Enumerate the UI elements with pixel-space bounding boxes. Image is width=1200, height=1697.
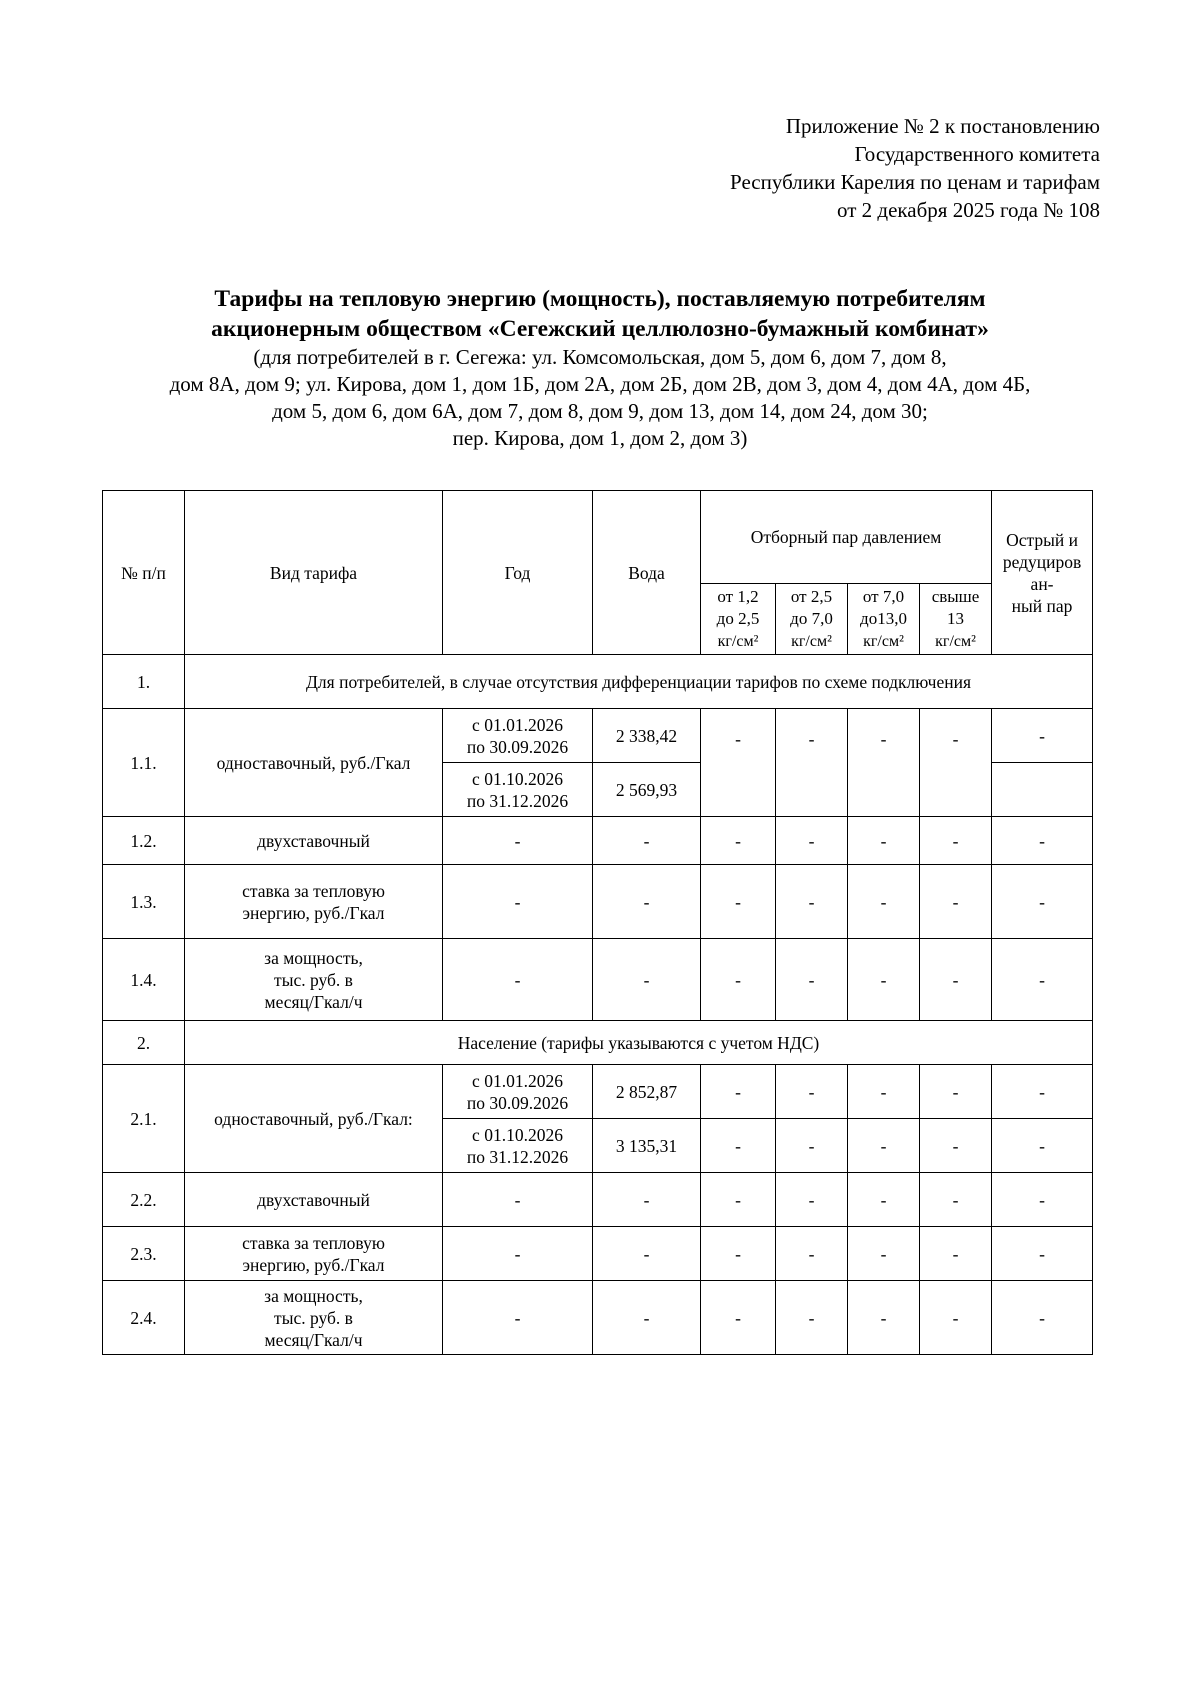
dash-value: - (880, 728, 887, 749)
cell-value (848, 709, 920, 817)
appendix-line: от 2 декабря 2025 года № 108 (837, 198, 1100, 222)
tariff-type: двухставочный (185, 817, 443, 865)
cell-value: - (701, 1119, 776, 1173)
cell-value: - (848, 939, 920, 1021)
water-value: 2 569,93 (593, 763, 701, 817)
type-line: энергию, руб./Гкал (242, 1254, 385, 1275)
tariff-type (185, 1227, 443, 1281)
header-line: кг/см² (863, 632, 904, 650)
period-line: с 01.10.2026 (472, 768, 563, 789)
row-num: 2.4. (103, 1281, 185, 1355)
cell-value: - (848, 1227, 920, 1281)
period (443, 1065, 593, 1119)
cell-value: - (992, 709, 1093, 763)
period-line: с 01.10.2026 (472, 1124, 563, 1145)
header-line: от 2,5 (790, 586, 833, 606)
tariff-type (185, 1281, 443, 1355)
cell-value: - (593, 1227, 701, 1281)
header-sharp-steam (992, 491, 1093, 655)
document-title (90, 284, 1110, 344)
water-value: 2 338,42 (593, 709, 701, 763)
table-row (103, 1281, 1093, 1355)
cell-value: - (701, 939, 776, 1021)
cell-value: - (701, 1281, 776, 1355)
cell-value: - (920, 1173, 992, 1227)
section-title: Для потребителей, в случае отсутствия дифференциации тарифов по схеме подключения (185, 655, 1093, 709)
table-row (103, 1065, 1093, 1119)
cell-value: - (701, 1173, 776, 1227)
header-line: ан- (1030, 573, 1054, 594)
cell-value: - (992, 1065, 1093, 1119)
row-num: 1.1. (103, 709, 185, 817)
row-num: 2.3. (103, 1227, 185, 1281)
cell-value: - (992, 1119, 1093, 1173)
cell-value: - (848, 865, 920, 939)
cell-value: - (443, 817, 593, 865)
section-num: 1. (103, 655, 185, 709)
header-pressure-4 (920, 584, 992, 655)
period-line: по 31.12.2026 (466, 1146, 569, 1167)
tariff-type: одноставочный, руб./Гкал: (185, 1065, 443, 1173)
cell-value: - (776, 1119, 848, 1173)
row-num: 1.4. (103, 939, 185, 1021)
cell-value: - (443, 1281, 593, 1355)
header-line: кг/см² (717, 632, 759, 650)
cell-value: - (992, 865, 1093, 939)
cell-value: - (776, 865, 848, 939)
cell-value: - (992, 1281, 1093, 1355)
table-row (103, 709, 1093, 763)
tariffs-table (102, 490, 1093, 1355)
cell-value: - (848, 1173, 920, 1227)
water-value: 3 135,31 (593, 1119, 701, 1173)
subtitle-line: пер. Кирова, дом 1, дом 2, дом 3) (452, 426, 748, 450)
tariff-type: одноставочный, руб./Гкал (185, 709, 443, 817)
section-title: Население (тарифы указываются с учетом НДС) (185, 1021, 1093, 1065)
cell-value: - (776, 817, 848, 865)
cell-value: - (920, 1227, 992, 1281)
cell-value: - (776, 939, 848, 1021)
period (443, 1119, 593, 1173)
header-line: кг/см² (791, 632, 832, 650)
cell-value: - (920, 1065, 992, 1119)
cell-value: - (593, 817, 701, 865)
period-line: с 01.01.2026 (472, 714, 563, 735)
header-line: 13 (947, 608, 965, 628)
header-line: кг/см² (935, 632, 976, 650)
header-pressure-2 (776, 584, 848, 655)
appendix-reference (730, 112, 1100, 224)
header-line: до 7,0 (790, 608, 833, 628)
section-row (103, 1021, 1093, 1065)
header-num: № п/п (103, 491, 185, 655)
header-line: ный пар (1011, 595, 1073, 616)
appendix-line: Приложение № 2 к постановлению (785, 114, 1100, 138)
cell-value: - (701, 1065, 776, 1119)
header-line: Острый и (1006, 529, 1078, 550)
period-line: с 01.01.2026 (472, 1070, 563, 1091)
appendix-line: Республики Карелия по ценам и тарифам (730, 170, 1100, 194)
cell-value (992, 763, 1093, 817)
cell-value: - (701, 1227, 776, 1281)
cell-value: - (920, 1119, 992, 1173)
cell-value: - (776, 1281, 848, 1355)
cell-value (776, 709, 848, 817)
title-line: Тарифы на тепловую энергию (мощность), поставляемую потребителям (214, 286, 986, 312)
cell-value: - (920, 939, 992, 1021)
type-line: ставка за тепловую (242, 880, 385, 901)
cell-value: - (920, 865, 992, 939)
appendix-line: Государственного комитета (854, 142, 1100, 166)
dash-value: - (808, 728, 815, 749)
header-line: от 1,2 (717, 586, 759, 606)
cell-value: - (992, 1227, 1093, 1281)
type-line: ставка за тепловую (242, 1232, 385, 1253)
type-line: за мощность, (264, 947, 363, 968)
cell-value: - (848, 817, 920, 865)
header-year: Год (443, 491, 593, 655)
section-row (103, 655, 1093, 709)
header-line: до13,0 (860, 608, 907, 628)
dash-value: - (952, 728, 959, 749)
row-num: 1.2. (103, 817, 185, 865)
header-line: свыше (931, 586, 980, 606)
tariff-type: двухставочный (185, 1173, 443, 1227)
header-line: до 2,5 (716, 608, 760, 628)
subtitle-line: дом 8А, дом 9; ул. Кирова, дом 1, дом 1Б, дом 2А, дом 2Б, дом 2В, дом 3, дом 4, дом 4А, дом 4Б, (169, 372, 1031, 396)
cell-value: - (920, 1281, 992, 1355)
cell-value: - (920, 817, 992, 865)
document-heading (90, 284, 1110, 452)
cell-value: - (443, 939, 593, 1021)
cell-value: - (443, 865, 593, 939)
row-num: 2.2. (103, 1173, 185, 1227)
cell-value: - (848, 1065, 920, 1119)
row-num: 2.1. (103, 1065, 185, 1173)
period-line: по 30.09.2026 (466, 736, 569, 757)
cell-value: - (848, 1119, 920, 1173)
cell-value (701, 709, 776, 817)
cell-value: - (776, 1173, 848, 1227)
document-subtitle (90, 344, 1110, 452)
subtitle-line: (для потребителей в г. Сегежа: ул. Комсомольская, дом 5, дом 6, дом 7, дом 8, (253, 345, 947, 369)
title-line: акционерным обществом «Сегежский целлюлозно-бумажный комбинат» (211, 316, 989, 342)
cell-value: - (701, 817, 776, 865)
type-line: месяц/Гкал/ч (264, 1329, 363, 1350)
table-row (103, 865, 1093, 939)
header-water: Вода (593, 491, 701, 655)
cell-value: - (992, 1173, 1093, 1227)
tariff-type (185, 865, 443, 939)
period-line: по 31.12.2026 (466, 790, 569, 811)
type-line: тыс. руб. в (274, 969, 353, 990)
header-steam: Отборный пар давлением (701, 491, 992, 584)
cell-value: - (776, 1227, 848, 1281)
cell-value: - (701, 865, 776, 939)
tariff-type (185, 939, 443, 1021)
cell-value: - (593, 1281, 701, 1355)
cell-value (920, 709, 992, 817)
type-line: месяц/Гкал/ч (264, 991, 363, 1012)
header-line: от 7,0 (862, 586, 905, 606)
table-row (103, 939, 1093, 1021)
section-num: 2. (103, 1021, 185, 1065)
period (443, 763, 593, 817)
cell-value: - (593, 865, 701, 939)
header-line: редуциров (1002, 551, 1082, 572)
table-row (103, 817, 1093, 865)
period (443, 709, 593, 763)
cell-value: - (443, 1227, 593, 1281)
type-line: энергию, руб./Гкал (242, 902, 385, 923)
cell-value: - (992, 817, 1093, 865)
header-pressure-3 (848, 584, 920, 655)
header-pressure-1 (701, 584, 776, 655)
dash-value: - (735, 728, 741, 749)
type-line: за мощность, (264, 1285, 363, 1306)
table-row (103, 1173, 1093, 1227)
cell-value: - (992, 939, 1093, 1021)
header-row (103, 491, 1093, 584)
subtitle-line: дом 5, дом 6, дом 6А, дом 7, дом 8, дом 9, дом 13, дом 14, дом 24, дом 30; (272, 399, 928, 423)
header-type: Вид тарифа (185, 491, 443, 655)
water-value: 2 852,87 (593, 1065, 701, 1119)
cell-value: - (593, 939, 701, 1021)
cell-value: - (776, 1065, 848, 1119)
period-line: по 30.09.2026 (466, 1092, 569, 1113)
cell-value: - (593, 1173, 701, 1227)
table-row (103, 1227, 1093, 1281)
type-line: тыс. руб. в (274, 1307, 353, 1328)
cell-value: - (848, 1281, 920, 1355)
cell-value: - (443, 1173, 593, 1227)
row-num: 1.3. (103, 865, 185, 939)
